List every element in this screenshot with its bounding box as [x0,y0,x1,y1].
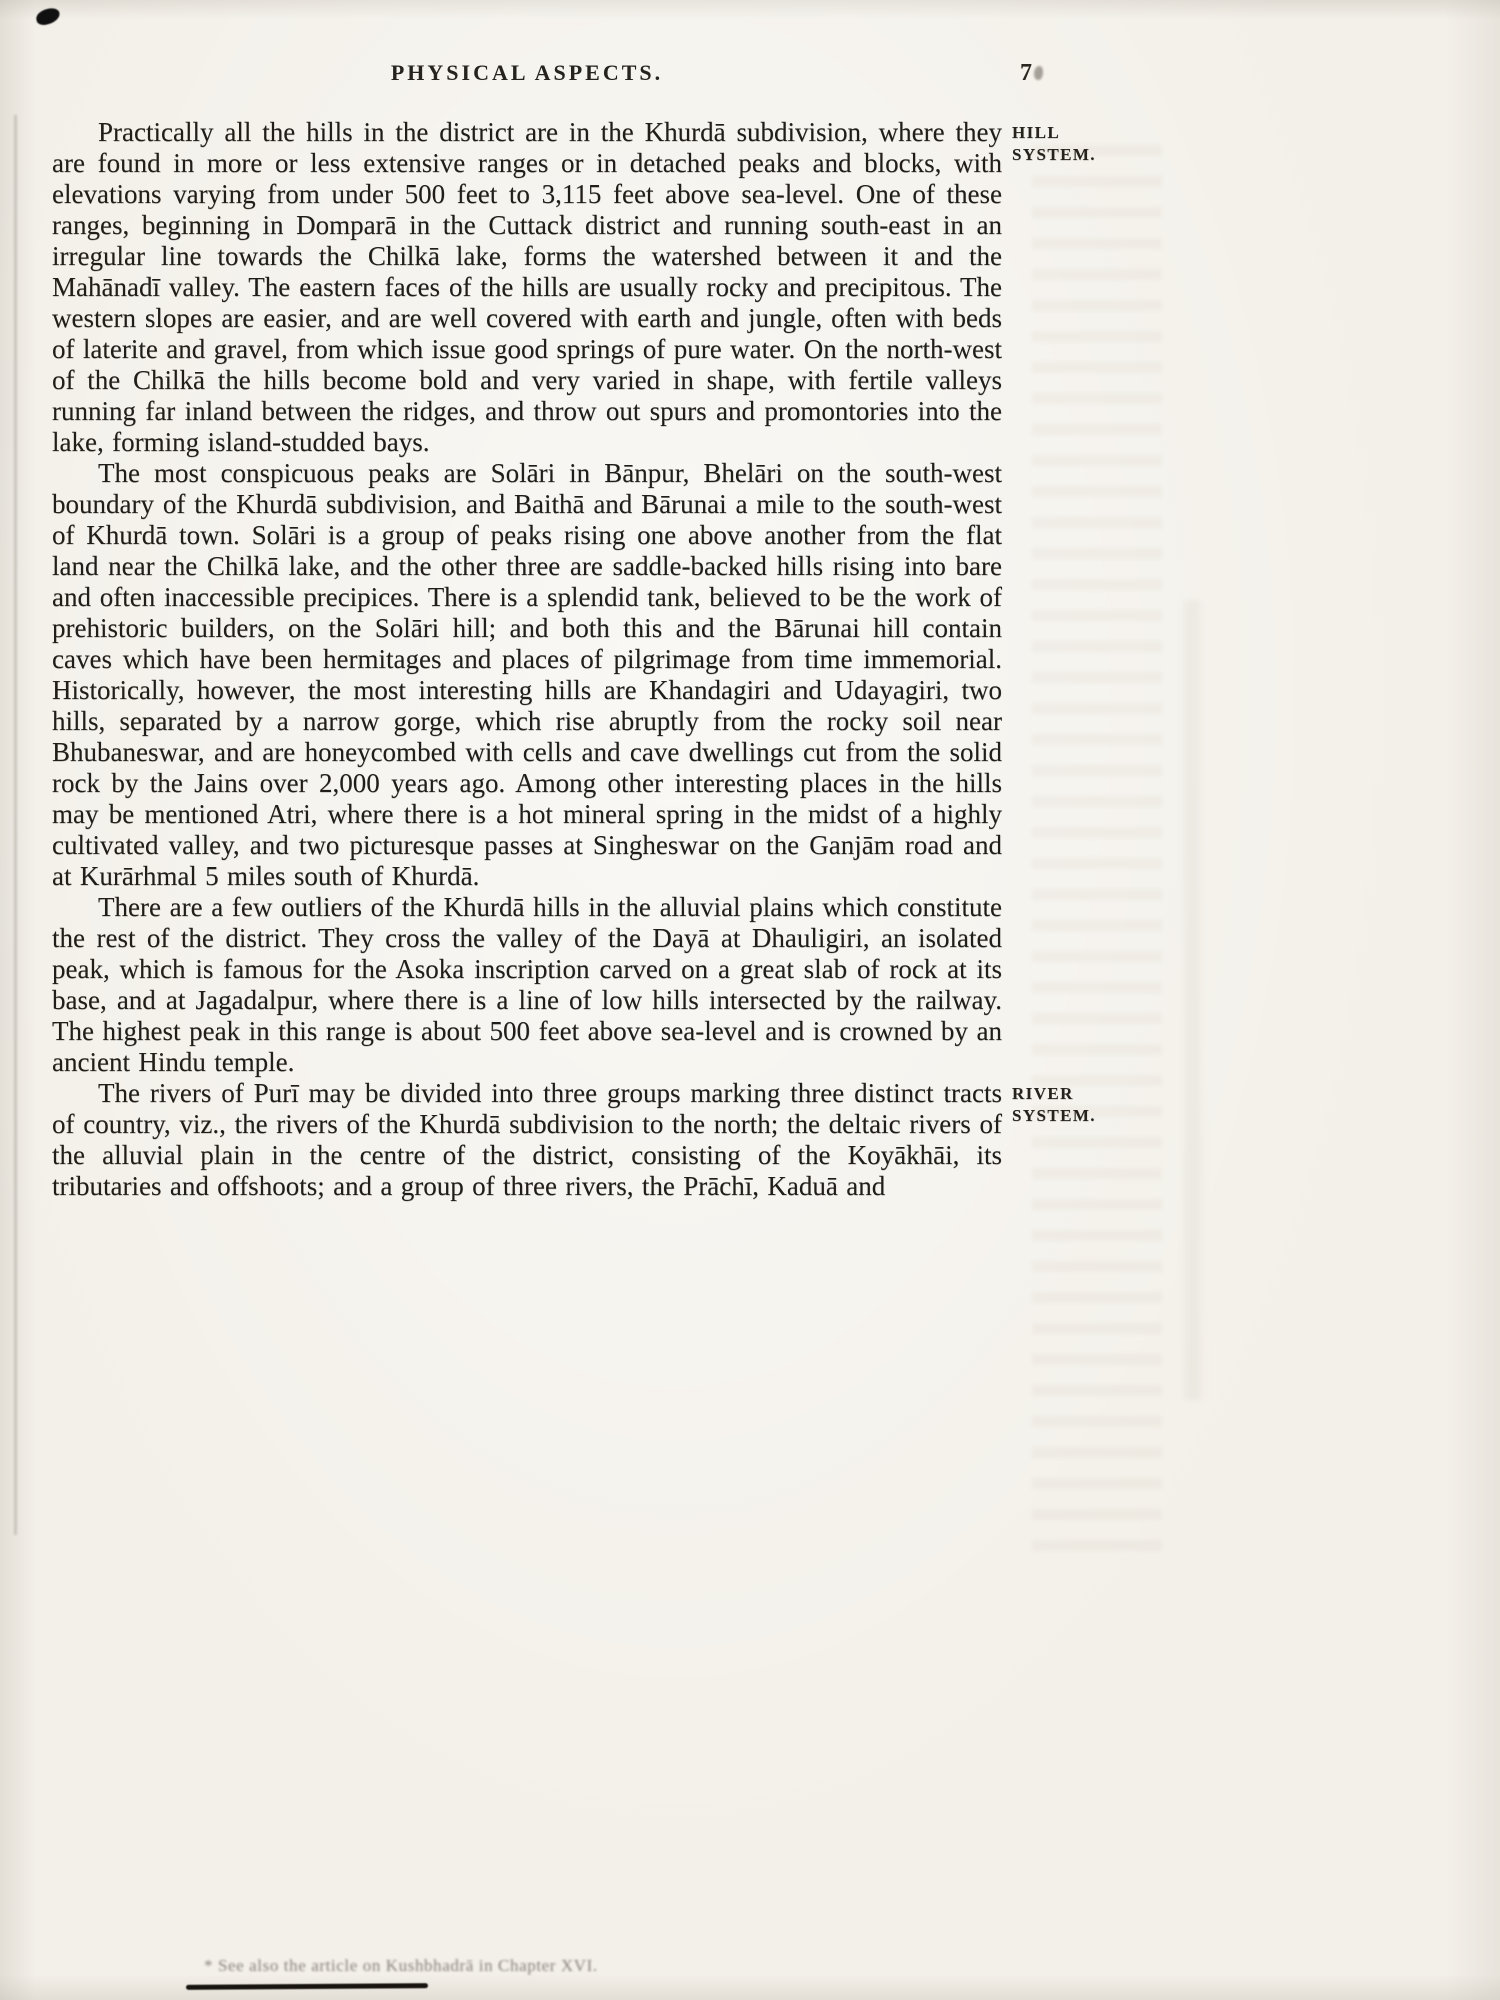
body-paragraph-outliers: There are a few outliers of the Khurdā hills in the alluvial plains which constitute the rest of the district. They cross the valley of the Dayā at Dhauligiri, an isolated peak, which is famous for the Asoka inscription carved on a great slab of rock at its base, and at Jagadalpur, where there is a line of low hills intersected by the railway. The highest peak in this range is about 500 feet above sea-level and is crowned by an ancient Hindu temple. [52,892,1002,1077]
margin-note-empty-2 [1012,892,1164,1078]
paragraph-row-1 [52,117,1164,458]
page-number-block [1002,60,1162,87]
paragraph-row-3 [52,892,1164,1078]
page-fold-shading [1180,600,1206,1400]
page-title: PHYSICAL ASPECTS. [390,60,664,85]
body-paragraph-conspicuous-peaks: The most conspicuous peaks are Solāri in Bānpur, Bhelāri on the south-west boundary of the Khurdā subdivision, and Baithā and Bārunai a mile to the south-west of Khurdā town. Solāri is a group of peaks rising one above another from the flat land near the Chilkā lake, and the other three are saddle-backed hills rising into bare and often inaccessible precipices. There is a splendid tank, believed to be the work of prehistoric builders, on the Solāri hill; and both this and the Bārunai hill contain caves which have been hermitages and places of pilgrimage from time immemorial. Historically, however, the most interesting hills are Khandagiri and Udayagiri, two hills, separated by a narrow gorge, which rise abruptly from the rocky soil near Bhubaneswar, and are honeycombed with cells and cave dwellings cut from the solid rock by the Jains over 2,000 years ago. Among other interesting places in the hills may be mentioned Atri, where there is a hot mineral spring in the midst of a highly cultivated valley, and two picturesque passes at Singheswar on the Ganjām road and at Kurārhmal 5 miles south of Khurdā. [52,458,1002,891]
margin-note-line: SYSTEM. [1012,1106,1096,1125]
margin-note-hill-system [1012,117,1164,458]
page-header [52,60,1164,87]
margin-note-empty-1 [1012,458,1164,892]
page-number: 7 [1020,60,1032,86]
scan-edge-line-artifact [14,115,17,1535]
ink-blob-artifact [35,6,62,26]
page-content [52,60,1164,1202]
paragraph-row-4 [52,1078,1164,1202]
margin-note-line: SYSTEM. [1012,145,1096,164]
margin-note-line: RIVER [1012,1084,1074,1103]
page-number-ink-smudge [1034,66,1043,80]
margin-note-river-system [1012,1078,1164,1202]
paragraph-row-2 [52,458,1164,892]
bottom-ink-streak-artifact [186,1983,428,1990]
margin-note-line: HILL [1012,123,1061,142]
body-paragraph-hills-intro: Practically all the hills in the district are in the Khurdā subdivision, where they are found in more or less extensive ranges or in detached peaks and blocks, with elevations varying from under 500 feet to 3,115 feet above sea-level. One of these ranges, beginning in Domparā in the Cuttack district and running south-east in an irregular line towards the Chilkā lake, forms the watershed between it and the Mahānadī valley. The eastern faces of the hills are usually rocky and precipitous. The western slopes are easier, and are well covered with earth and jungle, often with beds of laterite and gravel, from which issue good springs of pure water. On the north-west of the Chilkā the hills become bold and very varied in shape, with fertile valleys running far inland between the ridges, and throw out spurs and promontories into the lake, forming island-studded bays. [52,117,1002,457]
footnote-bleed-through: * See also the article on Kushbhadrā in Chapter XVI. [204,1956,598,1975]
body-paragraph-rivers-intro: The rivers of Purī may be divided into three groups marking three distinct tracts of country, viz., the rivers of the Khurdā subdivision to the north; the deltaic rivers of the alluvial plain in the centre of the district, consisting of the Koyākhāi, its tributaries and offshoots; and a group of three rivers, the Prāchī, Kaduā and [52,1078,1002,1201]
